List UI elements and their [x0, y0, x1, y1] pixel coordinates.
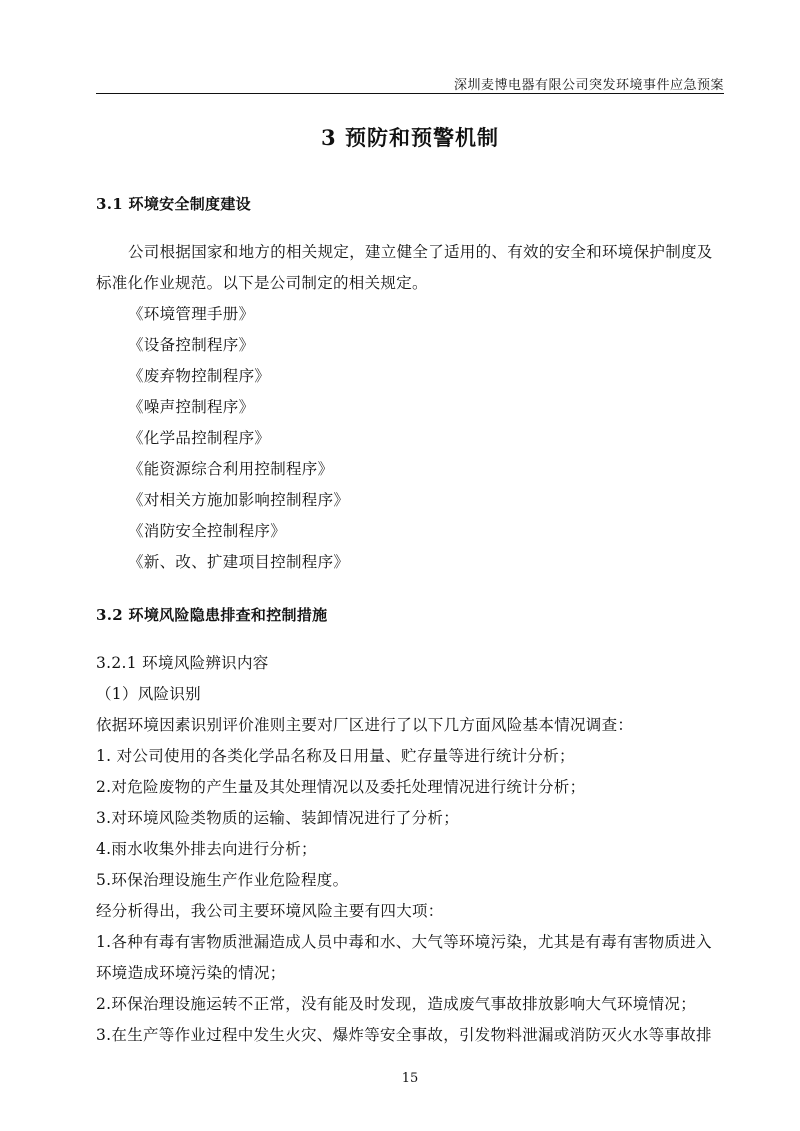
risk-item: 3.在生产等作业过程中发生火灾、爆炸等安全事故，引发物料泄漏或消防灭火水等事故排 [96, 1026, 712, 1044]
survey-item: 2.对危险废物的产生量及其处理情况以及委托处理情况进行统计分析； [96, 778, 586, 796]
paragraph-line: 经分析得出，我公司主要环境风险主要有四大项： [96, 902, 444, 920]
section-heading-3-2: 3.2 环境风险隐患排查和控制措施 [96, 606, 328, 624]
risk-item: 1.各种有毒有害物质泄漏造成人员中毒和水、大气等环境污染，尤其是有毒有害物质进入 [96, 933, 712, 951]
survey-item: 4.雨水收集外排去向进行分析； [96, 840, 317, 858]
running-header: 深圳麦博电器有限公司突发环境事件应急预案 [453, 78, 724, 93]
regulation-item: 《设备控制程序》 [128, 336, 255, 354]
paragraph-line: 公司根据国家和地方的相关规定，建立健全了适用的、有效的安全和环境保护制度及 [128, 243, 713, 261]
risk-item: 2.环保治理设施运转不正常，没有能及时发现，造成废气事故排放影响大气环境情况； [96, 995, 696, 1013]
paragraph-line: 依据环境因素识别评价准则主要对厂区进行了以下几方面风险基本情况调查： [96, 716, 634, 734]
risk-item-continuation: 环境造成环境污染的情况； [96, 964, 286, 982]
survey-item: 3.对环境风险类物质的运输、装卸情况进行了分析； [96, 809, 459, 827]
regulation-item: 《对相关方施加影响控制程序》 [128, 491, 350, 509]
chapter-title: 3 预防和预警机制 [321, 125, 499, 150]
regulation-item: 《噪声控制程序》 [128, 398, 255, 416]
section-heading-3-1: 3.1 环境安全制度建设 [96, 195, 251, 213]
regulation-item: 《化学品控制程序》 [128, 429, 271, 447]
page-number: 15 [401, 1071, 419, 1086]
survey-item: 1. 对公司使用的各类化学品名称及日用量、贮存量等进行统计分析； [96, 747, 575, 765]
regulation-item: 《新、改、扩建项目控制程序》 [128, 553, 350, 571]
subsection-heading: 3.2.1 环境风险辨识内容 [96, 654, 269, 672]
regulation-item: 《环境管理手册》 [128, 305, 255, 323]
regulation-item: 《能资源综合利用控制程序》 [128, 460, 334, 478]
regulation-item: 《废弃物控制程序》 [128, 367, 271, 385]
paragraph-line: 标准化作业规范。以下是公司制定的相关规定。 [96, 274, 428, 292]
regulation-item: 《消防安全控制程序》 [128, 522, 287, 540]
header-divider [96, 93, 724, 94]
survey-item: 5.环保治理设施生产作业危险程度。 [96, 871, 349, 889]
item-heading: （1）风险识别 [96, 685, 201, 703]
